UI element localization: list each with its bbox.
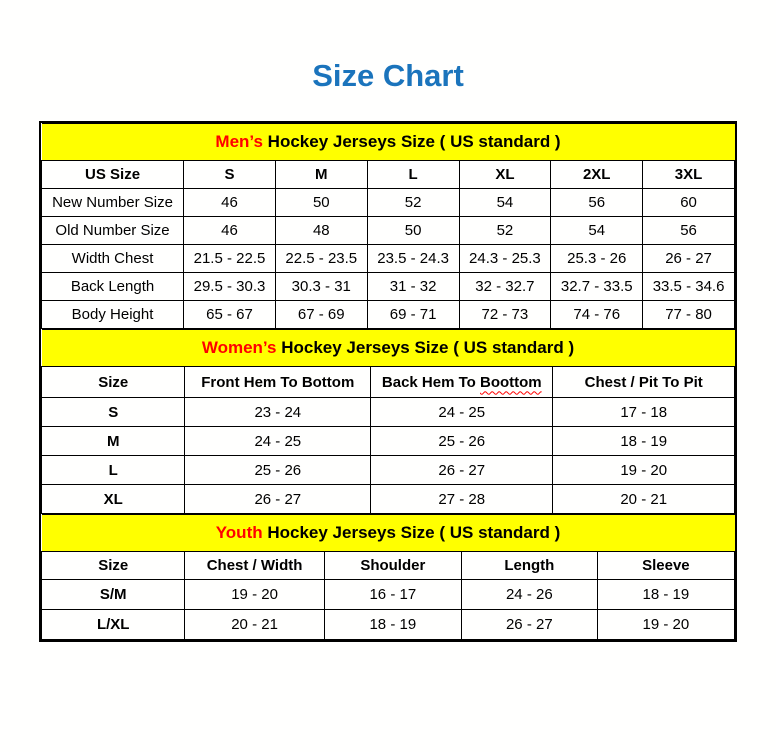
youth-column-header: Sleeve: [597, 552, 734, 580]
womens-section-rest: Hockey Jerseys Size ( US standard ): [276, 338, 575, 357]
mens-size-value-cell: 48: [275, 217, 367, 245]
mens-table-row: [42, 273, 735, 301]
womens-section-accent: Women’s: [201, 338, 277, 357]
mens-size-value-cell: 52: [459, 217, 551, 245]
youth-size-value-cell: 19 - 20: [597, 610, 734, 640]
womens-size-value-cell: 18 - 19: [553, 427, 735, 456]
mens-size-value-cell: 29.5 - 30.3: [184, 273, 276, 301]
mens-size-table: [41, 123, 735, 329]
mens-size-value-cell: 50: [275, 189, 367, 217]
mens-size-value-cell: 74 - 76: [551, 301, 643, 329]
youth-size-table: [41, 514, 735, 640]
size-tables-container: [39, 121, 737, 642]
womens-row-label: XL: [42, 485, 185, 514]
youth-size-value-cell: 19 - 20: [185, 580, 324, 610]
womens-size-value-cell: 26 - 27: [185, 485, 371, 514]
mens-size-value-cell: 32.7 - 33.5: [551, 273, 643, 301]
mens-size-value-cell: 30.3 - 31: [275, 273, 367, 301]
mens-size-value-cell: 46: [184, 217, 276, 245]
mens-size-value-cell: 26 - 27: [643, 245, 735, 273]
youth-size-value-cell: 24 - 26: [461, 580, 597, 610]
youth-size-value-cell: 26 - 27: [461, 610, 597, 640]
womens-column-header: Size: [42, 367, 185, 398]
youth-size-value-cell: 16 - 17: [324, 580, 461, 610]
womens-column-header: Front Hem To Bottom: [185, 367, 371, 398]
mens-size-value-cell: 60: [643, 189, 735, 217]
youth-column-header: Length: [461, 552, 597, 580]
womens-size-table: [41, 329, 735, 514]
youth-table-row: [42, 580, 735, 610]
mens-size-value-cell: 77 - 80: [643, 301, 735, 329]
mens-column-header: 3XL: [643, 161, 735, 189]
mens-section-title: [42, 124, 735, 161]
womens-column-header: Back Hem To Boottom: [371, 367, 553, 398]
mens-row-label: Old Number Size: [42, 217, 184, 245]
womens-table-row: [42, 398, 735, 427]
mens-size-value-cell: 24.3 - 25.3: [459, 245, 551, 273]
womens-size-value-cell: 20 - 21: [553, 485, 735, 514]
mens-size-value-cell: 54: [551, 217, 643, 245]
mens-column-header: 2XL: [551, 161, 643, 189]
mens-size-value-cell: 54: [459, 189, 551, 217]
mens-table-row: [42, 189, 735, 217]
womens-size-value-cell: 25 - 26: [185, 456, 371, 485]
mens-size-value-cell: 32 - 32.7: [459, 273, 551, 301]
womens-size-value-cell: 25 - 26: [371, 427, 553, 456]
womens-size-value-cell: 19 - 20: [553, 456, 735, 485]
mens-row-label: New Number Size: [42, 189, 184, 217]
mens-size-value-cell: 46: [184, 189, 276, 217]
mens-row-label: Back Length: [42, 273, 184, 301]
mens-column-header: L: [367, 161, 459, 189]
mens-size-value-cell: 31 - 32: [367, 273, 459, 301]
youth-section-title: [42, 515, 735, 552]
mens-size-value-cell: 50: [367, 217, 459, 245]
mens-size-value-cell: 21.5 - 22.5: [184, 245, 276, 273]
mens-size-value-cell: 33.5 - 34.6: [643, 273, 735, 301]
mens-column-header: US Size: [42, 161, 184, 189]
mens-size-value-cell: 56: [643, 217, 735, 245]
mens-table-row: [42, 217, 735, 245]
youth-column-header: Chest / Width: [185, 552, 324, 580]
mens-size-value-cell: 25.3 - 26: [551, 245, 643, 273]
womens-column-header: Chest / Pit To Pit: [553, 367, 735, 398]
mens-row-label: Width Chest: [42, 245, 184, 273]
youth-column-header: Size: [42, 552, 185, 580]
youth-size-value-cell: 18 - 19: [597, 580, 734, 610]
womens-row-label: M: [42, 427, 185, 456]
mens-section-rest: Hockey Jerseys Size ( US standard ): [262, 132, 561, 151]
womens-table-row: [42, 485, 735, 514]
mens-size-value-cell: 56: [551, 189, 643, 217]
mens-column-header: M: [275, 161, 367, 189]
youth-row-label: L/XL: [42, 610, 185, 640]
page-title: Size Chart: [312, 58, 464, 93]
youth-size-value-cell: 18 - 19: [324, 610, 461, 640]
womens-row-label: L: [42, 456, 185, 485]
misspelled-word: Boottom: [480, 373, 542, 391]
youth-size-value-cell: 20 - 21: [185, 610, 324, 640]
mens-table-row: [42, 301, 735, 329]
mens-column-header: S: [184, 161, 276, 189]
mens-section-accent: Men’s: [215, 132, 263, 151]
womens-size-value-cell: 24 - 25: [185, 427, 371, 456]
womens-section-title: [42, 330, 735, 367]
womens-size-value-cell: 26 - 27: [371, 456, 553, 485]
mens-size-value-cell: 65 - 67: [184, 301, 276, 329]
womens-size-value-cell: 17 - 18: [553, 398, 735, 427]
womens-size-value-cell: 27 - 28: [371, 485, 553, 514]
youth-section-rest: Hockey Jerseys Size ( US standard ): [262, 523, 561, 542]
womens-table-row: [42, 427, 735, 456]
youth-row-label: S/M: [42, 580, 185, 610]
mens-size-value-cell: 72 - 73: [459, 301, 551, 329]
womens-size-value-cell: 23 - 24: [185, 398, 371, 427]
womens-size-value-cell: 24 - 25: [371, 398, 553, 427]
youth-section-accent: Youth: [215, 523, 263, 542]
womens-table-row: [42, 456, 735, 485]
mens-size-value-cell: 67 - 69: [275, 301, 367, 329]
youth-column-header: Shoulder: [324, 552, 461, 580]
mens-table-row: [42, 245, 735, 273]
mens-size-value-cell: 22.5 - 23.5: [275, 245, 367, 273]
youth-table-row: [42, 610, 735, 640]
mens-row-label: Body Height: [42, 301, 184, 329]
womens-row-label: S: [42, 398, 185, 427]
mens-size-value-cell: 69 - 71: [367, 301, 459, 329]
mens-size-value-cell: 52: [367, 189, 459, 217]
mens-column-header: XL: [459, 161, 551, 189]
mens-size-value-cell: 23.5 - 24.3: [367, 245, 459, 273]
